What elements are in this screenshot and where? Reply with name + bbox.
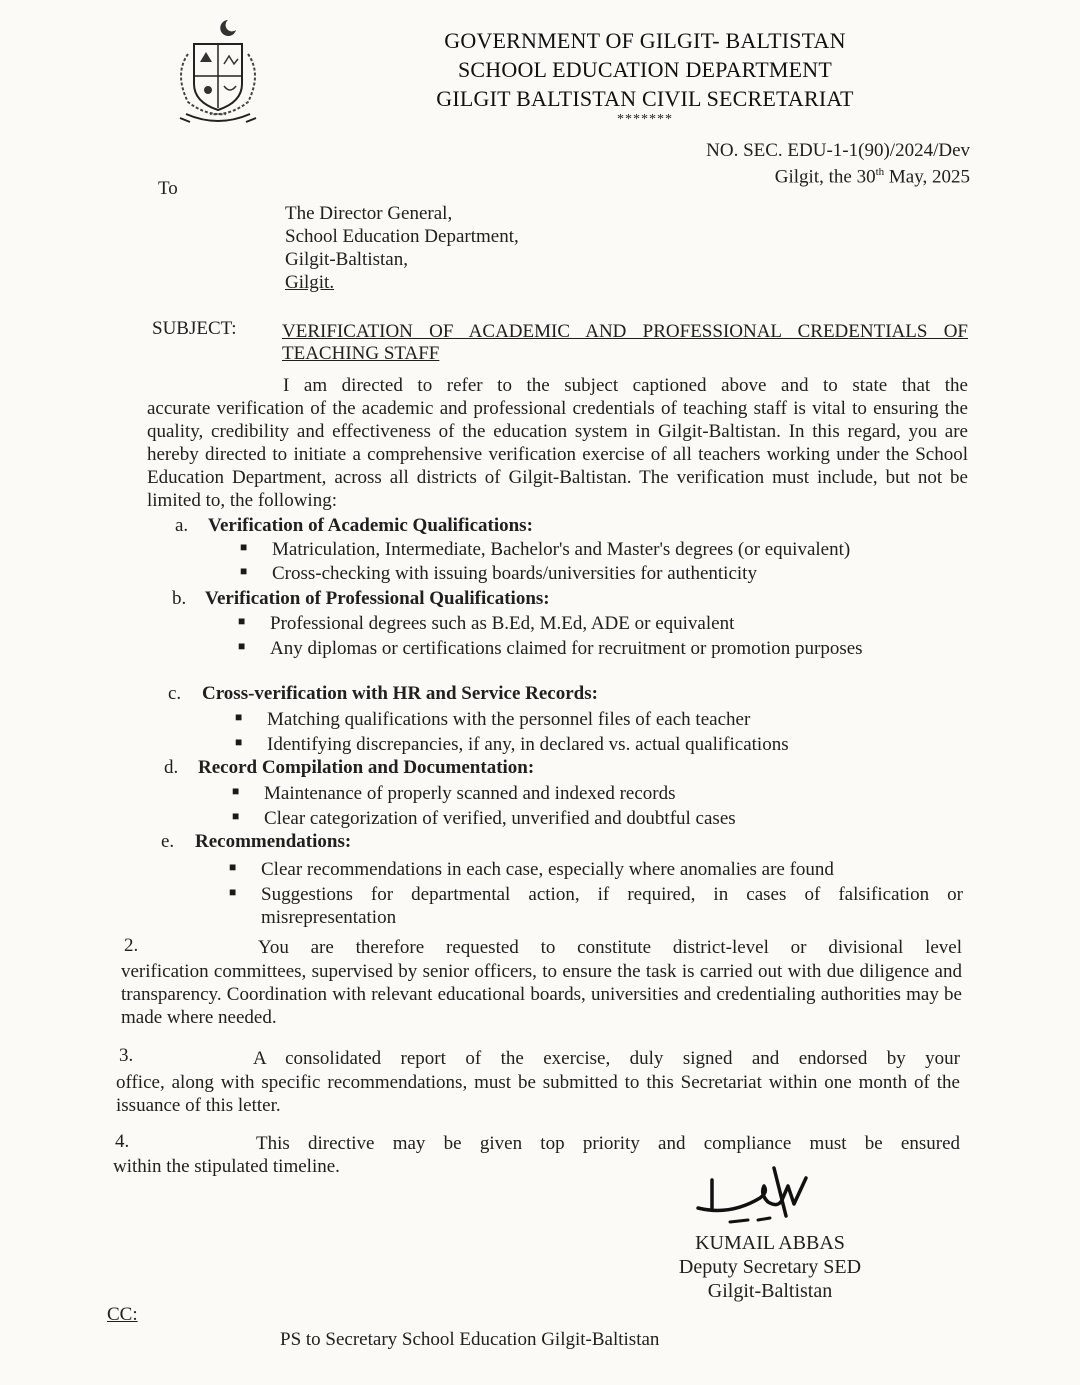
bullet-icon: ■	[238, 614, 246, 628]
bullet-icon: ■	[229, 860, 237, 874]
bullet-icon: ■	[240, 564, 248, 578]
bullet-icon: ■	[232, 809, 240, 823]
intro-body: accurate verification of the academic and professional credentials of teaching staff is vital to ensuring the quality, credibility and effectiveness of the education system in Gilgit-Baltistan. In this regard, you are hereby directed to initiate a comprehensive verification exercise of all teachers working under the School Education Department, across all districts of Gilgit-Baltistan. The verification must include, but not be limited to, the following:	[147, 398, 968, 511]
item-title: Record Compilation and Documentation:	[198, 757, 535, 778]
para-number: 3.	[119, 1045, 134, 1066]
item-title: Verification of Professional Qualifications:	[205, 588, 550, 609]
handwritten-signature-icon	[690, 1158, 830, 1233]
bullet-icon: ■	[238, 639, 246, 653]
item-bullet: Any diplomas or certifications claimed for recruitment or promotion purposes	[270, 638, 863, 659]
item-bullet: Matching qualifications with the personnel files of each teacher	[267, 709, 751, 730]
subject-line-1: VERIFICATION OF ACADEMIC AND PROFESSIONAL CREDENTIALS OF	[282, 321, 968, 342]
para-body: verification committees, supervised by senior officers, to ensure the task is carried out with due diligence and transparency. Coordination with relevant educational boards, universities and credentialing authorities may be made where needed.	[121, 961, 962, 1028]
recipient-line: The Director General,	[285, 203, 453, 224]
header-line-1: GOVERNMENT OF GILGIT- BALTISTAN	[444, 28, 846, 53]
item-bullet: Identifying discrepancies, if any, in declared vs. actual qualifications	[267, 734, 789, 755]
header-stars: *******	[617, 112, 673, 127]
cc-label: CC:	[107, 1304, 138, 1325]
letter-date	[775, 161, 970, 188]
item-bullet: Clear categorization of verified, unverified and doubtful cases	[264, 808, 736, 829]
recipient-line: Gilgit-Baltistan,	[285, 249, 408, 270]
para-first-line: A consolidated report of the exercise, duly signed and endorsed by your	[253, 1048, 960, 1069]
recipient-block	[285, 202, 519, 294]
recipient-line: Gilgit.	[285, 272, 335, 293]
to-label: To	[158, 178, 178, 199]
signatory-location: Gilgit-Baltistan	[707, 1280, 833, 1302]
header-line-2: SCHOOL EDUCATION DEPARTMENT	[457, 57, 833, 82]
signatory-name: KUMAIL ABBAS	[695, 1232, 845, 1254]
bullet-icon: ■	[235, 735, 243, 749]
bullet-icon: ■	[240, 540, 248, 554]
item-letter: d.	[164, 757, 179, 778]
para-number: 4.	[115, 1131, 130, 1152]
signatory-designation: Deputy Secretary SED	[678, 1256, 862, 1278]
item-bullet: Suggestions for departmental action, if required, in cases of falsification or misrepresentation	[261, 884, 963, 928]
para-first-line: You are therefore requested to constitute district-level or divisional level	[258, 937, 962, 958]
subject-label: SUBJECT:	[152, 318, 237, 339]
item-bullet: Professional degrees such as B.Ed, M.Ed, ADE or equivalent	[270, 613, 735, 634]
recipient-line: School Education Department,	[285, 226, 519, 247]
item-letter: e.	[161, 831, 175, 852]
bullet-icon: ■	[229, 885, 237, 899]
reference-number: NO. SEC. EDU-1-1(90)/2024/Dev	[706, 140, 970, 161]
bullet-icon: ■	[232, 784, 240, 798]
header-line-3: GILGIT BALTISTAN CIVIL SECRETARIAT	[436, 86, 854, 111]
item-letter: a.	[175, 515, 189, 536]
item-letter: c.	[168, 683, 182, 704]
item-bullet: Maintenance of properly scanned and indexed records	[264, 783, 676, 804]
item-bullet: Matriculation, Intermediate, Bachelor's and Master's degrees (or equivalent)	[272, 539, 851, 560]
date-prefix: Gilgit, the 30	[774, 166, 876, 188]
para-body: office, along with specific recommendations, must be submitted to this Secretariat within one month of the issuance of this letter.	[116, 1072, 960, 1116]
date-sup: th	[875, 166, 885, 178]
para-number: 2.	[124, 935, 139, 956]
item-letter: b.	[172, 588, 187, 609]
subject-line-2: TEACHING STAFF	[282, 343, 440, 364]
item-title: Cross-verification with HR and Service Records:	[202, 683, 598, 704]
item-title: Verification of Academic Qualifications:	[208, 515, 533, 536]
para-first-line: This directive may be given top priority and compliance must be ensured	[256, 1133, 960, 1154]
cc-line: PS to Secretary School Education Gilgit-Baltistan	[280, 1329, 660, 1350]
date-suffix: May, 2025	[884, 166, 970, 188]
item-bullet: Cross-checking with issuing boards/universities for authenticity	[272, 563, 757, 584]
para-body: within the stipulated timeline.	[113, 1156, 340, 1177]
item-title: Recommendations:	[195, 831, 352, 852]
intro-first-line: I am directed to refer to the subject captioned above and to state that the	[283, 375, 968, 396]
item-bullet: Clear recommendations in each case, especially where anomalies are found	[261, 859, 834, 880]
bullet-icon: ■	[235, 710, 243, 724]
